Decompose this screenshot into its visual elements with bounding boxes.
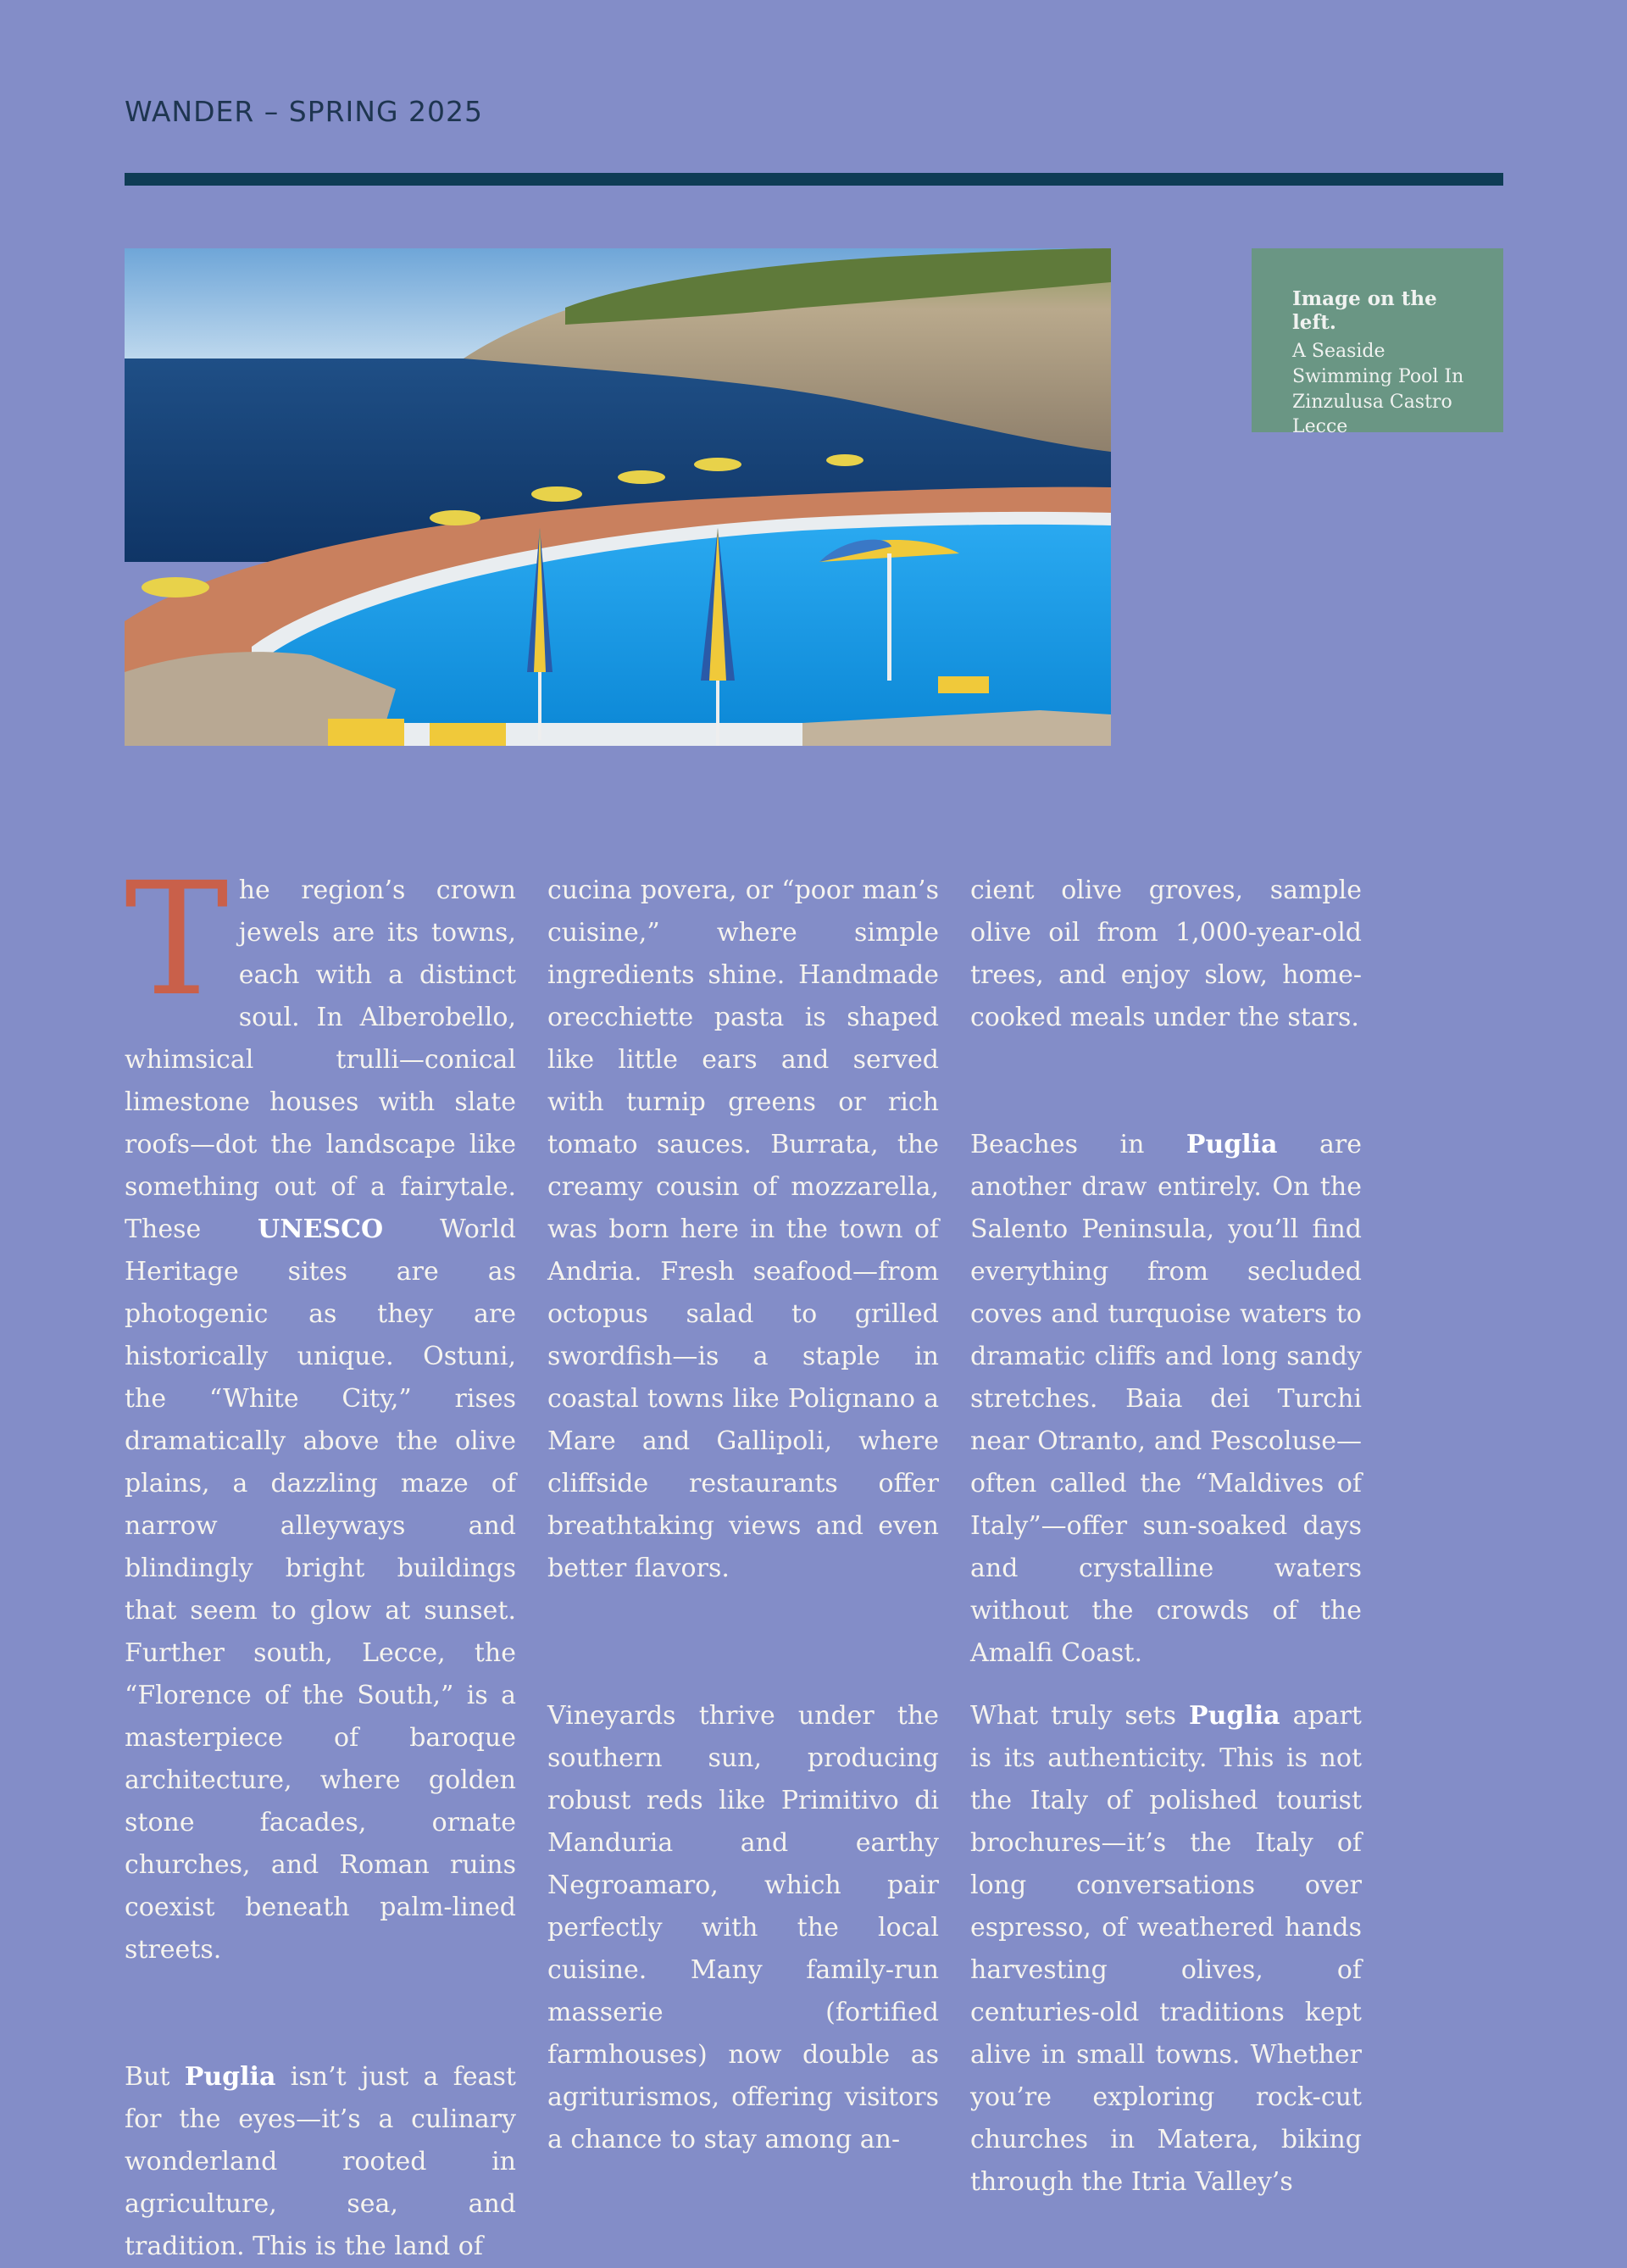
paragraph-text: isn’t just a feast for the eyes—it’s a culinary wonderland rooted in agriculture, sea, and tradition. This is the land of <box>125 2062 516 2261</box>
seaside-pool-illustration <box>125 248 1111 746</box>
bold-term: Puglia <box>1186 1130 1278 1159</box>
article-column-2 <box>547 870 939 2161</box>
article-column-1 <box>125 849 516 2268</box>
paragraph: cucina povera, or “poor man’s cuisine,” where simple ingredients shine. Handmade orecchiette pasta is shaped like little ears and served with turnip greens or rich tomato sauces. Burrata, the creamy cousin of mozzarella, was born here in the town of Andria. Fresh seafood—from octopus salad to grilled swordfish—is a staple in coastal towns like Polignano a Mare and Gallipoli, where cliffside restaurants offer breathtaking views and even better flavors. <box>547 876 939 1583</box>
paragraph-text: apart is its authenticity. This is not the Italy of polished tourist brochures—it’s the Italy of long conversations over espresso, of weathered hands harvesting olives, of centuries-old traditions kept alive in small towns. Whether you’re exploring rock-cut churches in Matera, biking through the Itria Valley’s <box>970 1701 1362 2197</box>
paragraph-text: World Heritage sites are as photogenic as they are historically unique. Ostuni, the “White City,” rises dramatically above the olive plains, a dazzling maze of narrow alleyways and blindingly bright buildings that seem to glow at sunset. Further south, Lecce, the “Florence of the South,” is a masterpiece of baroque architecture, where golden stone facades, ornate churches, and Roman ruins coexist beneath palm-lined streets. <box>125 1215 516 1965</box>
bold-term: Puglia <box>184 2062 276 2092</box>
hero-photo <box>125 248 1111 746</box>
article-column-3 <box>970 870 1362 2204</box>
paragraph-text: What truly sets <box>970 1701 1190 1731</box>
paragraph-text: he region’s crown jewels are its towns, each with a distinct soul. In Alberobello, whimsical trulli—conical limestone houses with slate roofs—dot the landscape like something out of a fairytale. These <box>125 876 516 1244</box>
caption-text: A Seaside Swimming Pool In Zinzulusa Castro Lecce <box>1292 341 1464 438</box>
paragraph-text: Beaches in <box>970 1130 1186 1159</box>
caption-title: Image on the left. <box>1292 287 1437 334</box>
drop-cap: T <box>125 849 229 1031</box>
magazine-header: WANDER – SPRING 2025 <box>125 95 483 128</box>
photo-caption <box>1252 248 1503 438</box>
paragraph <box>970 1124 1362 1675</box>
paragraph: cient olive groves, sample olive oil from 1,000-year-old trees, and enjoy slow, home-cooked meals under the stars. <box>970 876 1362 1032</box>
header-rule <box>125 173 1503 186</box>
paragraph-text: But <box>125 2062 185 2092</box>
paragraph <box>125 2056 516 2268</box>
bold-term: Puglia <box>1189 1701 1280 1731</box>
paragraph <box>125 849 516 1971</box>
paragraph: Vineyards thrive under the southern sun, producing robust reds like Primitivo di Manduria and earthy Negroamaro, which pair perfectly with the local cuisine. Many family-run masserie (fortified farmhouses) now double as agriturismos, offering visitors a chance to stay among an- <box>547 1701 939 2154</box>
bold-term: UNESCO <box>258 1215 384 1244</box>
paragraph <box>970 1695 1362 2204</box>
paragraph-text: are another draw entirely. On the Salento Peninsula, you’ll find everything from secluded coves and turquoise waters to dramatic cliffs and long sandy stretches. Baia dei Turchi near Otranto, and Pescoluse—often called the “Maldives of Italy”—offer sun-soaked days and crystalline waters without the crowds of the Amalfi Coast. <box>970 1130 1362 1668</box>
